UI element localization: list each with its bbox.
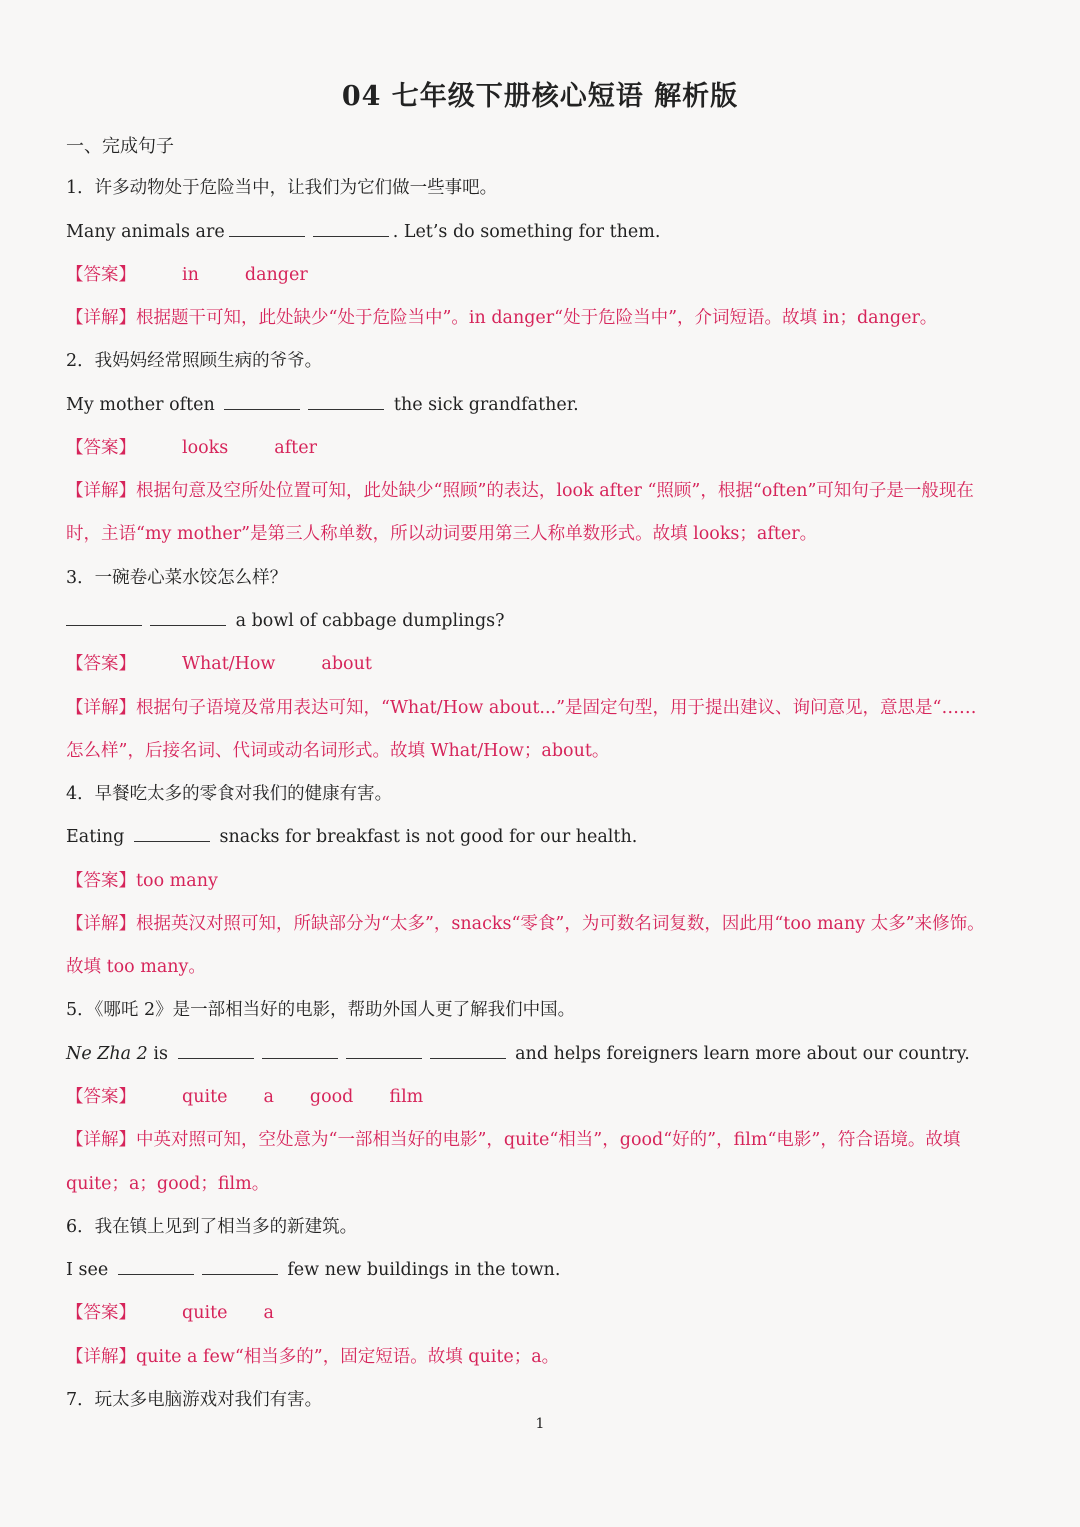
section-heading: 一、完成句子 (66, 136, 174, 157)
question-5-chinese: 5．《哪吒 2》是一部相当好的电影，帮助外国人更了解我们中国。 (66, 1000, 576, 1020)
question-3-chinese: 3．一碗卷心菜水饺怎么样？ (66, 568, 288, 588)
blank[interactable] (224, 393, 300, 410)
blank[interactable] (346, 1042, 422, 1059)
question-3-answer: 【答案】 What/How about (66, 654, 372, 674)
blank[interactable] (313, 220, 389, 237)
page-title: 04 七年级下册核心短语 解析版 (341, 81, 739, 112)
question-2-explanation-line1: 【详解】根据句意及空所处位置可知，此处缺少“照顾”的表达，look after “照顾”，根据“often”可知句子是一般现在 (66, 481, 974, 501)
question-4-english: Eating snacks for breakfast is not good for our health. (66, 827, 638, 847)
blank[interactable] (202, 1258, 278, 1275)
blank[interactable] (229, 220, 305, 237)
blank[interactable] (118, 1258, 194, 1275)
blank[interactable] (430, 1042, 506, 1059)
question-2-english: My mother often the sick grandfather. (66, 395, 579, 415)
question-5-answer: 【答案】 quite a good film (66, 1087, 424, 1107)
question-1-chinese: 1．许多动物处于危险当中，让我们为它们做一些事吧。 (66, 178, 498, 198)
question-2-explanation-line2: 时，主语“my mother”是第三人称单数，所以动词要用第三人称单数形式。故填 looks；after。 (66, 524, 818, 544)
question-6-english: I see few new buildings in the town. (66, 1260, 561, 1280)
question-1-answer: 【答案】 in danger (66, 265, 308, 285)
question-4-answer: 【答案】too many (66, 871, 218, 891)
question-5-explanation-line2: quite；a；good；film。 (66, 1174, 270, 1194)
question-5-english: Ne Zha 2 is and helps foreigners learn more about our country. (66, 1044, 970, 1064)
question-3-explanation-line1: 【详解】根据句子语境及常用表达可知，“What/How about...”是固定句型，用于提出建议、询问意见，意思是“…… (66, 698, 977, 718)
question-6-chinese: 6．我在镇上见到了相当多的新建筑。 (66, 1217, 358, 1237)
question-1-english: Many animals are . Let’s do something for them. (66, 222, 661, 242)
question-6-answer: 【答案】 quite a (66, 1303, 274, 1323)
question-5-explanation-line1: 【详解】中英对照可知，空处意为“一部相当好的电影”，quite“相当”，good“好的”，film“电影”，符合语境。故填 (66, 1130, 961, 1150)
question-3-explanation-line2: 怎么样”，后接名词、代词或动名词形式。故填 What/How；about。 (66, 741, 610, 761)
question-4-explanation-line1: 【详解】根据英汉对照可知，所缺部分为“太多”，snacks“零食”，为可数名词复数，因此用“too many 太多”来修饰。 (66, 914, 985, 934)
question-7-chinese: 7．玩太多电脑游戏对我们有害。 (66, 1390, 323, 1410)
question-4-chinese: 4．早餐吃太多的零食对我们的健康有害。 (66, 784, 393, 804)
question-4-explanation-line2: 故填 too many。 (66, 957, 206, 977)
question-6-explanation: 【详解】quite a few“相当多的”，固定短语。故填 quite；a。 (66, 1347, 560, 1367)
blank[interactable] (150, 609, 226, 626)
blank[interactable] (178, 1042, 254, 1059)
question-2-chinese: 2．我妈妈经常照顾生病的爷爷。 (66, 351, 323, 371)
blank[interactable] (66, 609, 142, 626)
page-number: 1 (535, 1416, 545, 1432)
blank[interactable] (262, 1042, 338, 1059)
question-3-english: a bowl of cabbage dumplings? (66, 609, 505, 633)
question-2-answer: 【答案】 looks after (66, 438, 317, 458)
blank[interactable] (134, 825, 210, 842)
question-1-explanation: 【详解】根据题干可知，此处缺少“处于危险当中”。in danger“处于危险当中”，介词短语。故填 in；danger。 (66, 308, 938, 328)
blank[interactable] (308, 393, 384, 410)
